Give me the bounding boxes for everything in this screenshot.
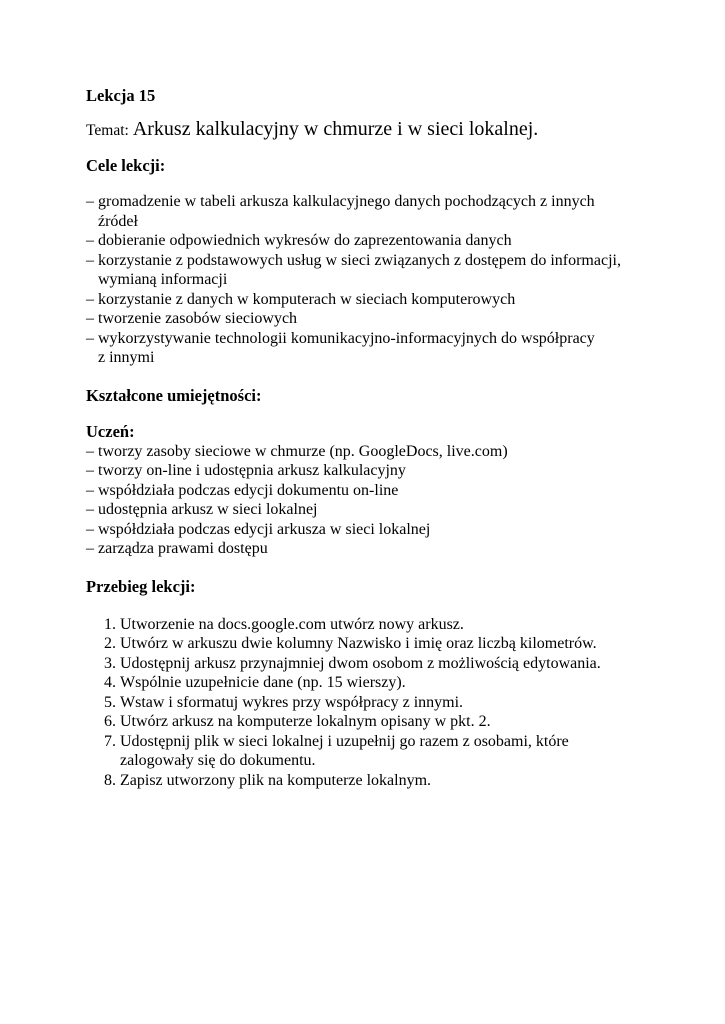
course-step (120, 673, 686, 693)
topic-text: Arkusz kalkulacyjny w chmurze i w sieci lokalnej. (132, 118, 539, 140)
document-page (86, 86, 686, 790)
course-step (120, 712, 686, 732)
goal-item-line: – korzystanie z podstawowych usług w sieci związanych z dostępem do informacji, (86, 251, 621, 269)
course-step-text: Utwórz arkusz na komputerze lokalnym opisany w pkt. 2. (120, 713, 491, 730)
course-step (120, 634, 686, 654)
goal-item-line: – gromadzenie w tabeli arkusza kalkulacyjnego danych pochodzących z innych (86, 193, 595, 210)
course-step-text: Wspólnie uzupełnicie dane (np. 15 wierszy). (120, 674, 406, 691)
course-step-text: Wstaw i sformatuj wykres przy współpracy z innymi. (120, 693, 464, 711)
course-step-continuation: zalogowały się do dokumentu. (120, 752, 316, 769)
goal-item (86, 251, 686, 290)
goal-item-continuation: z innymi (98, 349, 155, 366)
student-list (86, 442, 686, 559)
goal-item-continuation: źródeł (98, 212, 138, 230)
student-item: – udostępnia arkusz w sieci lokalnej (86, 501, 318, 518)
goal-item (86, 290, 686, 310)
goal-item (86, 192, 686, 231)
course-step-text: Udostępnij arkusz przynajmniej dwom osobom z możliwością edytowania. (120, 654, 601, 672)
student-heading: Uczeń: (86, 421, 135, 441)
lesson-title: Lekcja 15 (86, 86, 156, 105)
goals-list (86, 192, 686, 368)
goal-item (86, 309, 686, 329)
goal-item (86, 329, 686, 368)
skills-heading: Kształcone umiejętności: (86, 385, 262, 405)
student-item: – zarządza prawami dostępu (86, 540, 268, 557)
goal-item-line: – wykorzystywanie technologii komunikacyjno-informacyjnych do współpracy (86, 329, 595, 347)
topic-label: Temat: (86, 122, 129, 139)
course-step-text: Zapisz utworzony plik na komputerze lokalnym. (120, 771, 432, 789)
course-step (120, 732, 686, 771)
course-step-text: Udostępnij plik w sieci lokalnej i uzupełnij go razem z osobami, które (120, 732, 569, 750)
topic-line (86, 117, 686, 143)
goal-item-continuation: wymianą informacji (98, 271, 228, 288)
course-heading: Przebieg lekcji: (86, 576, 196, 596)
course-step (120, 654, 686, 674)
student-item: – tworzy on-line i udostępnia arkusz kalkulacyjny (86, 462, 406, 479)
course-step-text: Utworzenie na docs.google.com utwórz nowy arkusz. (120, 615, 464, 633)
goal-item-line: – tworzenie zasobów sieciowych (86, 310, 298, 327)
goal-item-line: – korzystanie z danych w komputerach w sieciach komputerowych (86, 290, 516, 308)
course-step (120, 771, 686, 791)
course-step (120, 615, 686, 635)
course-step (120, 693, 686, 713)
goals-heading: Cele lekcji: (86, 156, 166, 175)
course-step-text: Utwórz w arkuszu dwie kolumny Nazwisko i imię oraz liczbą kilometrów. (120, 635, 597, 652)
student-item: – współdziała podczas edycji arkusza w sieci lokalnej (86, 520, 431, 538)
goal-item (86, 231, 686, 251)
student-item: – współdziała podczas edycji dokumentu on-line (86, 481, 399, 499)
goal-item-line: – dobieranie odpowiednich wykresów do zaprezentowania danych (86, 232, 512, 249)
student-item: – tworzy zasoby sieciowe w chmurze (np. GoogleDocs, live.com) (86, 442, 508, 460)
course-steps-list (86, 615, 686, 791)
